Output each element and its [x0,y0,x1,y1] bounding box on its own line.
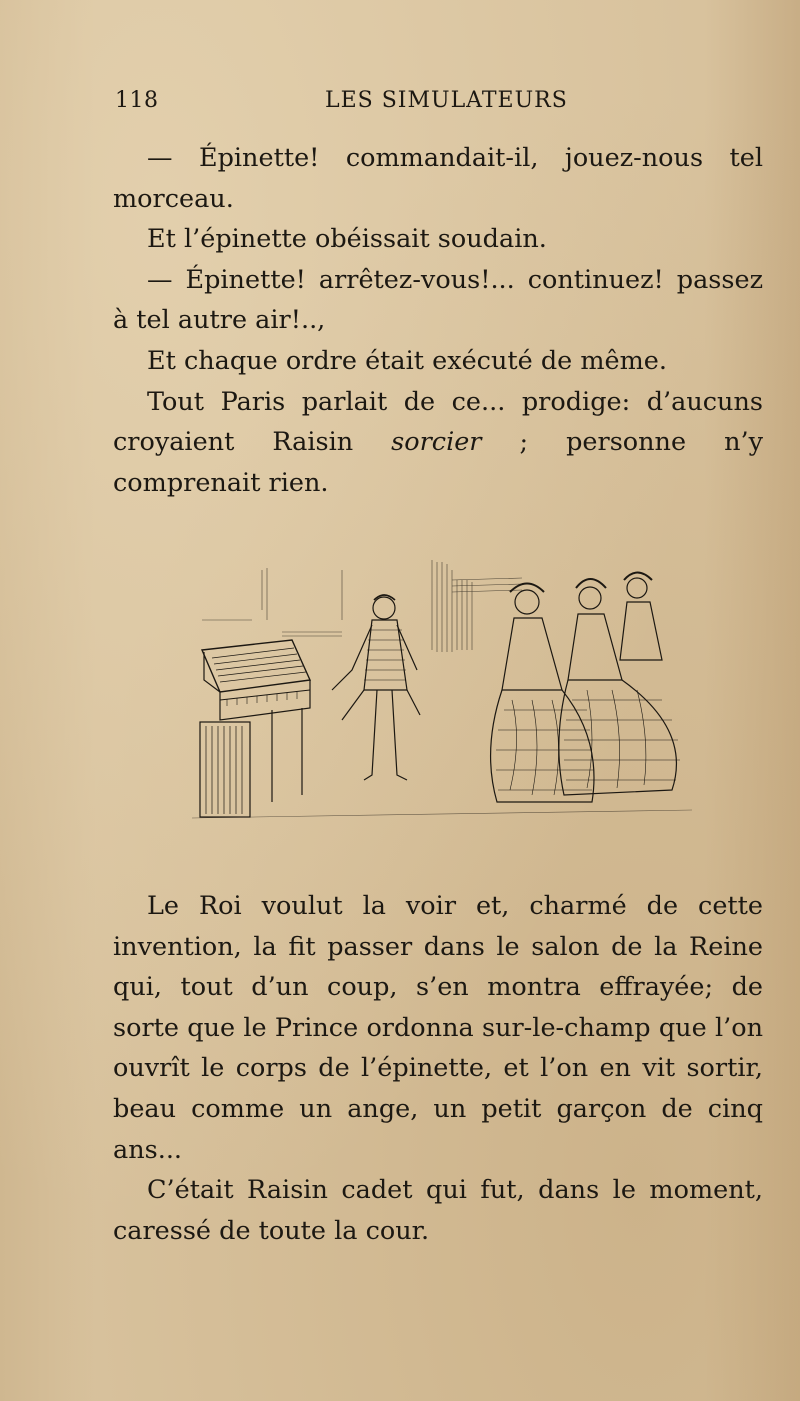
paragraph-order-executed: Et chaque ordre était exécuté de même. [147,345,667,376]
engraving-epinette-scene-icon [192,540,697,825]
epinette-instrument-drawing [200,640,310,817]
gentleman-figure-drawing [332,595,420,780]
page-number: 118 [115,88,159,113]
paragraph-paris-emphasis: sorcier [391,427,482,458]
court-ladies-drawing [491,573,680,803]
paragraph-epinette-command: — Épinette! commandait-il, jouez-nous tel morceau. [113,143,763,214]
running-title: LES SIMULATEURS [325,88,568,113]
paragraph-epinette-stop: — Épinette! arrêtez-vous!... continuez! passez à tel autre air!.., [113,264,763,336]
text-block-bottom [113,886,763,1251]
text-block-top [113,138,763,503]
paragraph-epinette-obeys: Et l’épinette obéissait soudain. [147,224,547,255]
paragraph-paris [113,382,763,504]
paragraph-roi: Le Roi voulut la voir et, charmé de cette invention, la fit passer dans le salon de la Reine qui, tout d’un coup, s’en montra effrayée; de sorte que le Prince ordonna sur-le-champ que l’on ouvrît le corps de l’épinette, et l’on en vit sortir, beau comme un ange, un petit garçon de cinq ans... [113,891,763,1165]
paragraph-raisin-cadet: C’était Raisin cadet qui fut, dans le moment, caressé de toute la cour. [113,1175,763,1246]
paragraph-paris-before: Tout Paris parlait de ce... prodige: d’aucuns croyaient Raisin [113,386,763,458]
page-header [115,88,755,122]
paragraph-paris-after: ; personne n’y comprenait rien. [113,427,764,498]
engraving-illustration [192,540,697,825]
